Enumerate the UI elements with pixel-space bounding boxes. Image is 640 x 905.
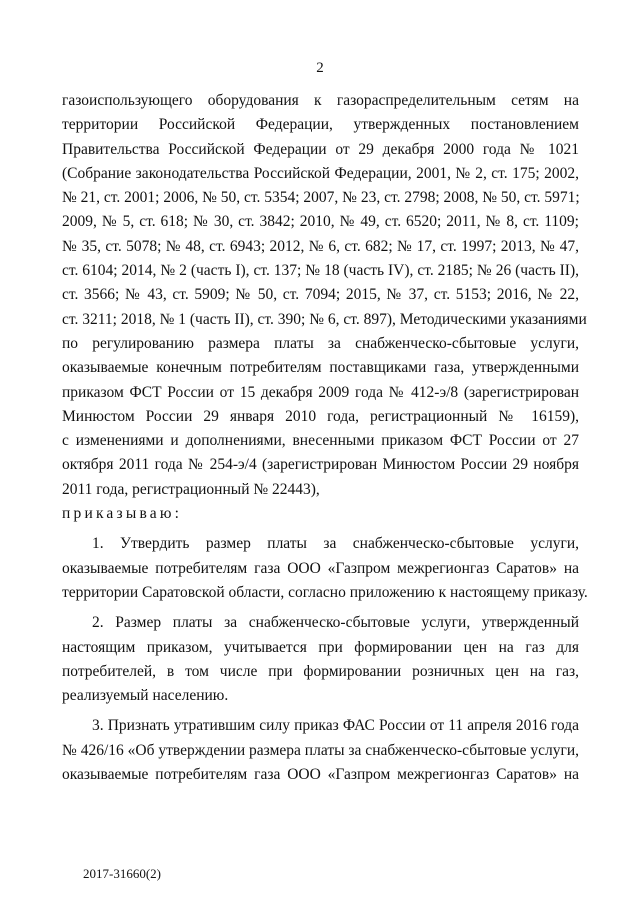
- text-line: № 35, ст. 5078; № 48, ст. 6943; 2012, № 6, ст. 682; № 17, ст. 1997; 2013, № 47,: [62, 237, 579, 255]
- text-line: № 426/16 «Об утверждении размера платы за снабженческо-сбытовые услуги,: [62, 741, 579, 759]
- order-item-3: [62, 714, 579, 787]
- text-line: территории Российской Федерации, утвержденных постановлением: [62, 116, 579, 134]
- document-body: [62, 89, 588, 787]
- text-line: по регулированию размера платы за снабженческо-сбытовые услуги,: [62, 334, 579, 352]
- text-line: приказом ФСТ России от 15 декабря 2009 года № 412-э/8 (зарегистрирован: [62, 383, 579, 401]
- text-line: реализуемый населению.: [62, 687, 229, 705]
- text-line: 1. Утвердить размер платы за снабженческо-сбытовые услуги,: [92, 535, 579, 553]
- text-line: территории Саратовской области, согласно приложению к настоящему приказу.: [62, 583, 588, 601]
- text-line: газоиспользующего оборудования к газораспределительным сетям на: [62, 92, 579, 109]
- text-line: с изменениями и дополнениями, внесенными приказом ФСТ России от 27: [62, 432, 579, 450]
- preamble-paragraph: [62, 89, 587, 502]
- document-registration-code: 2017-31660(2): [83, 866, 161, 881]
- text-line: 2009, № 5, ст. 618; № 30, ст. 3842; 2010, № 49, ст. 6520; 2011, № 8, ст. 1109;: [62, 213, 579, 231]
- text-line: 2. Размер платы за снабженческо-сбытовые услуги, утвержденный: [92, 614, 579, 632]
- order-item-2: [62, 611, 579, 708]
- page-number: 2: [316, 60, 324, 76]
- text-line: оказываемые потребителям газа ООО «Газпром межрегионгаз Саратов» на: [62, 766, 579, 784]
- text-line: № 21, ст. 2001; 2006, № 50, ст. 5354; 2007, № 23, ст. 2798; 2008, № 50, ст. 5971;: [62, 189, 580, 207]
- order-word: приказываю:: [62, 505, 183, 523]
- text-line: (Собрание законодательства Российской Федерации, 2001, № 2, ст. 175; 2002,: [62, 164, 579, 182]
- order-item-1: [62, 532, 588, 605]
- text-line: 3. Признать утратившим силу приказ ФАС России от 11 апреля 2016 года: [92, 717, 579, 735]
- text-line: оказываемые конечным потребителям поставщиками газа, утвержденными: [62, 359, 579, 377]
- text-line: потребителей, в том числе при формировании розничных цен на газ,: [62, 662, 579, 680]
- text-line: ст. 3211; 2018, № 1 (часть II), ст. 390; № 6, ст. 897), Методическими указаниями: [62, 310, 587, 328]
- text-line: Минюстом России 29 января 2010 года, регистрационный № 16159),: [62, 407, 579, 425]
- text-line: октября 2011 года № 254-э/4 (зарегистрирован Минюстом России 29 ноября: [62, 456, 579, 474]
- text-line: ст. 3566; № 43, ст. 5909; № 50, ст. 7094; 2015, № 37, ст. 5153; 2016, № 22,: [62, 286, 579, 304]
- text-line: 2011 года, регистрационный № 22443),: [62, 480, 320, 498]
- text-line: настоящим приказом, учитывается при формировании цен на газ для: [62, 638, 579, 656]
- text-line: ст. 6104; 2014, № 2 (часть I), ст. 137; № 18 (часть IV), ст. 2185; № 26 (часть II),: [62, 262, 579, 280]
- text-line: Правительства Российской Федерации от 29 декабря 2000 года № 1021: [62, 140, 579, 158]
- text-line: оказываемые потребителям газа ООО «Газпром межрегионгаз Саратов» на: [62, 559, 579, 577]
